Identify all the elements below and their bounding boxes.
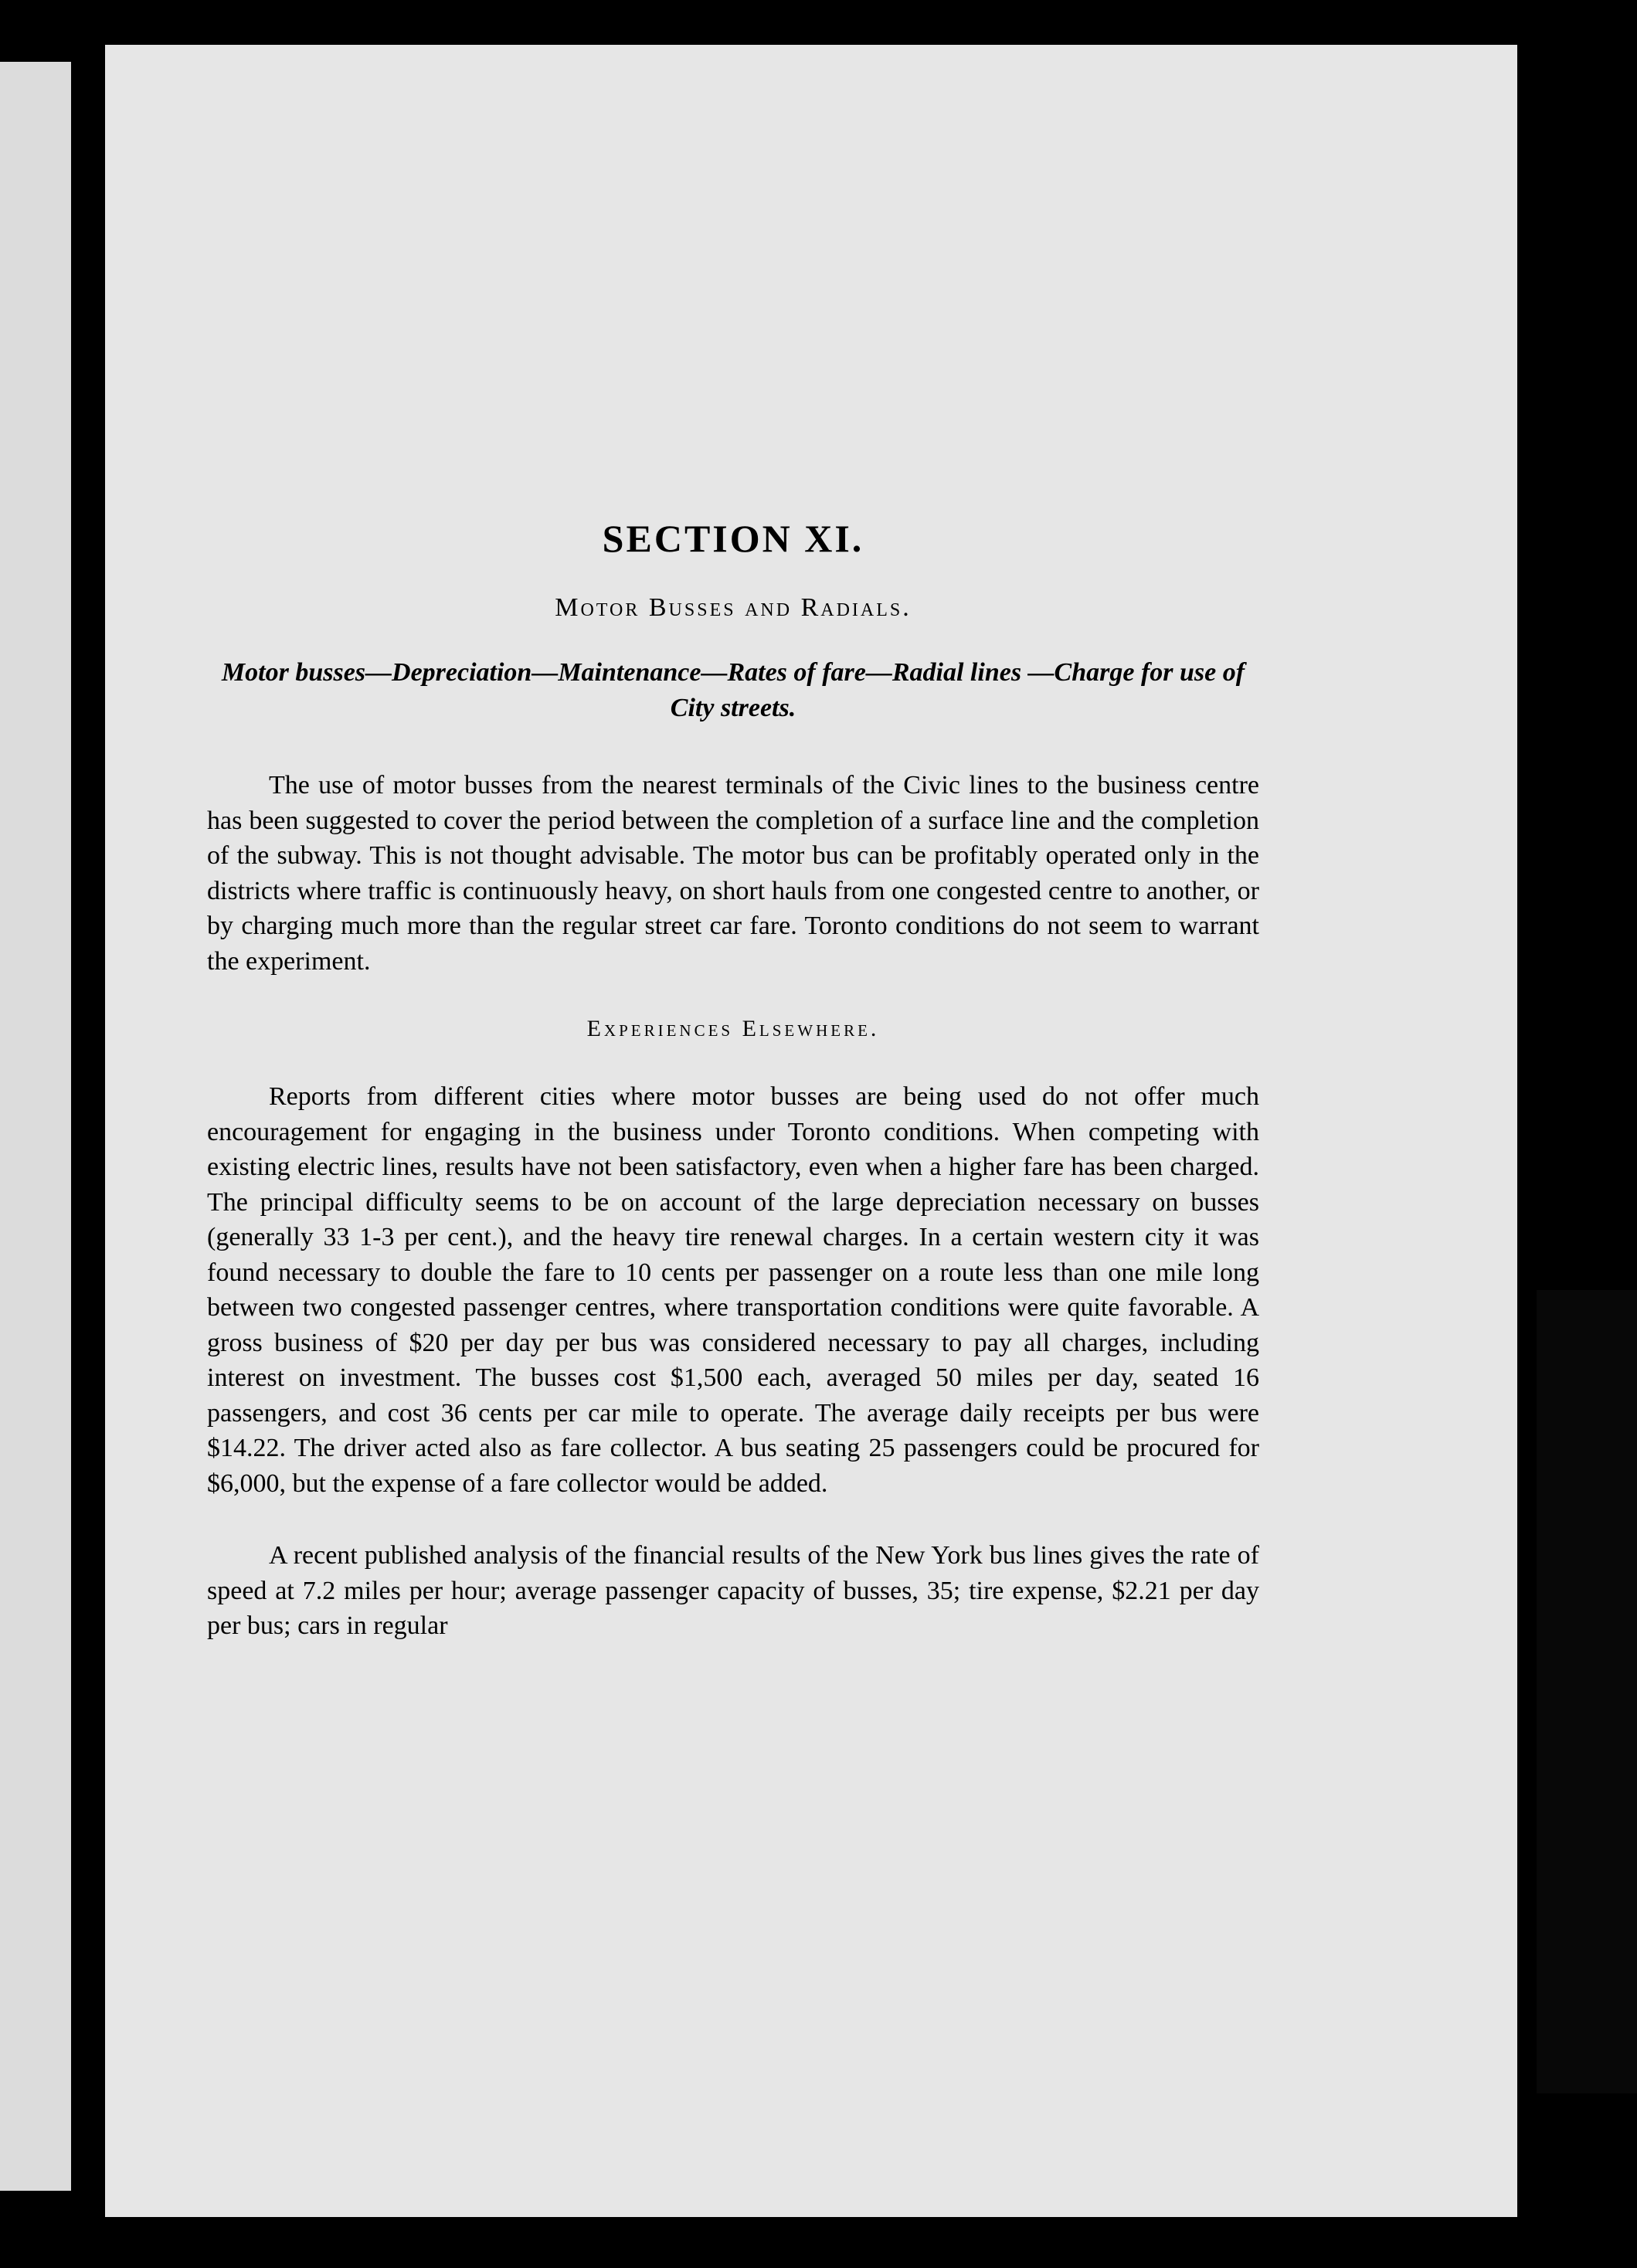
paragraph-new-york: A recent published analysis of the financial results of the New York bus lines gives the rate of speed at 7.2 miles per hour; average passenger capacity of busses, 35; tire expense, $2.21 per day per bus; cars in regular — [207, 1541, 1259, 1640]
scanner-edge-shadow — [1537, 1290, 1637, 2093]
adjacent-page-edge — [0, 62, 71, 2191]
page-content — [207, 516, 1259, 1681]
paragraph-reports: Reports from different cities where motor busses are being used do not offer much encouragement for engaging in the business under Toronto conditions. When competing with existing electric lines, results have not been satisfactory, even when a higher fare has been charged. The principal difficulty seems to be on account of the large depreciation necessary on busses (generally 33 1-3 per cent.), and the heavy tire renewal charges. In a certain western city it was found necessary to double the fare to 10 cents per passenger on a route less than one mile long between two congested passenger centres, where transportation conditions were quite favorable. A gross business of $20 per day per bus was considered necessary to pay all charges, including interest on investment. The busses cost $1,500 each, averaged 50 miles per day, seated 16 passengers, and cost 36 cents per car mile to operate. The average daily receipts per bus were $14.22. The driver acted also as fare collector. A bus seating 25 passengers could be procured for $6,000, but the expense of a fare collector would be added. — [207, 1082, 1259, 1498]
paragraph-intro: The use of motor busses from the nearest terminals of the Civic lines to the business centre has been suggested to cover the period between the completion of a surface line and the completion of the subway. This is not thought advisable. The motor bus can be profitably operated only in the districts where traffic is continuously heavy, on short hauls from one congested centre to another, or by charging much more than the regular street car fare. Toronto conditions do not seem to warrant the experiment. — [207, 771, 1259, 976]
section-subtitle: Motor Busses and Radials. — [555, 593, 912, 622]
section-summary: Motor busses—Depreciation—Maintenance—Rates of fare—Radial lines —Charge for use of City streets. — [221, 658, 1245, 722]
section-title: SECTION XI. — [602, 517, 864, 560]
subheading-experiences: Experiences Elsewhere. — [586, 1016, 880, 1041]
